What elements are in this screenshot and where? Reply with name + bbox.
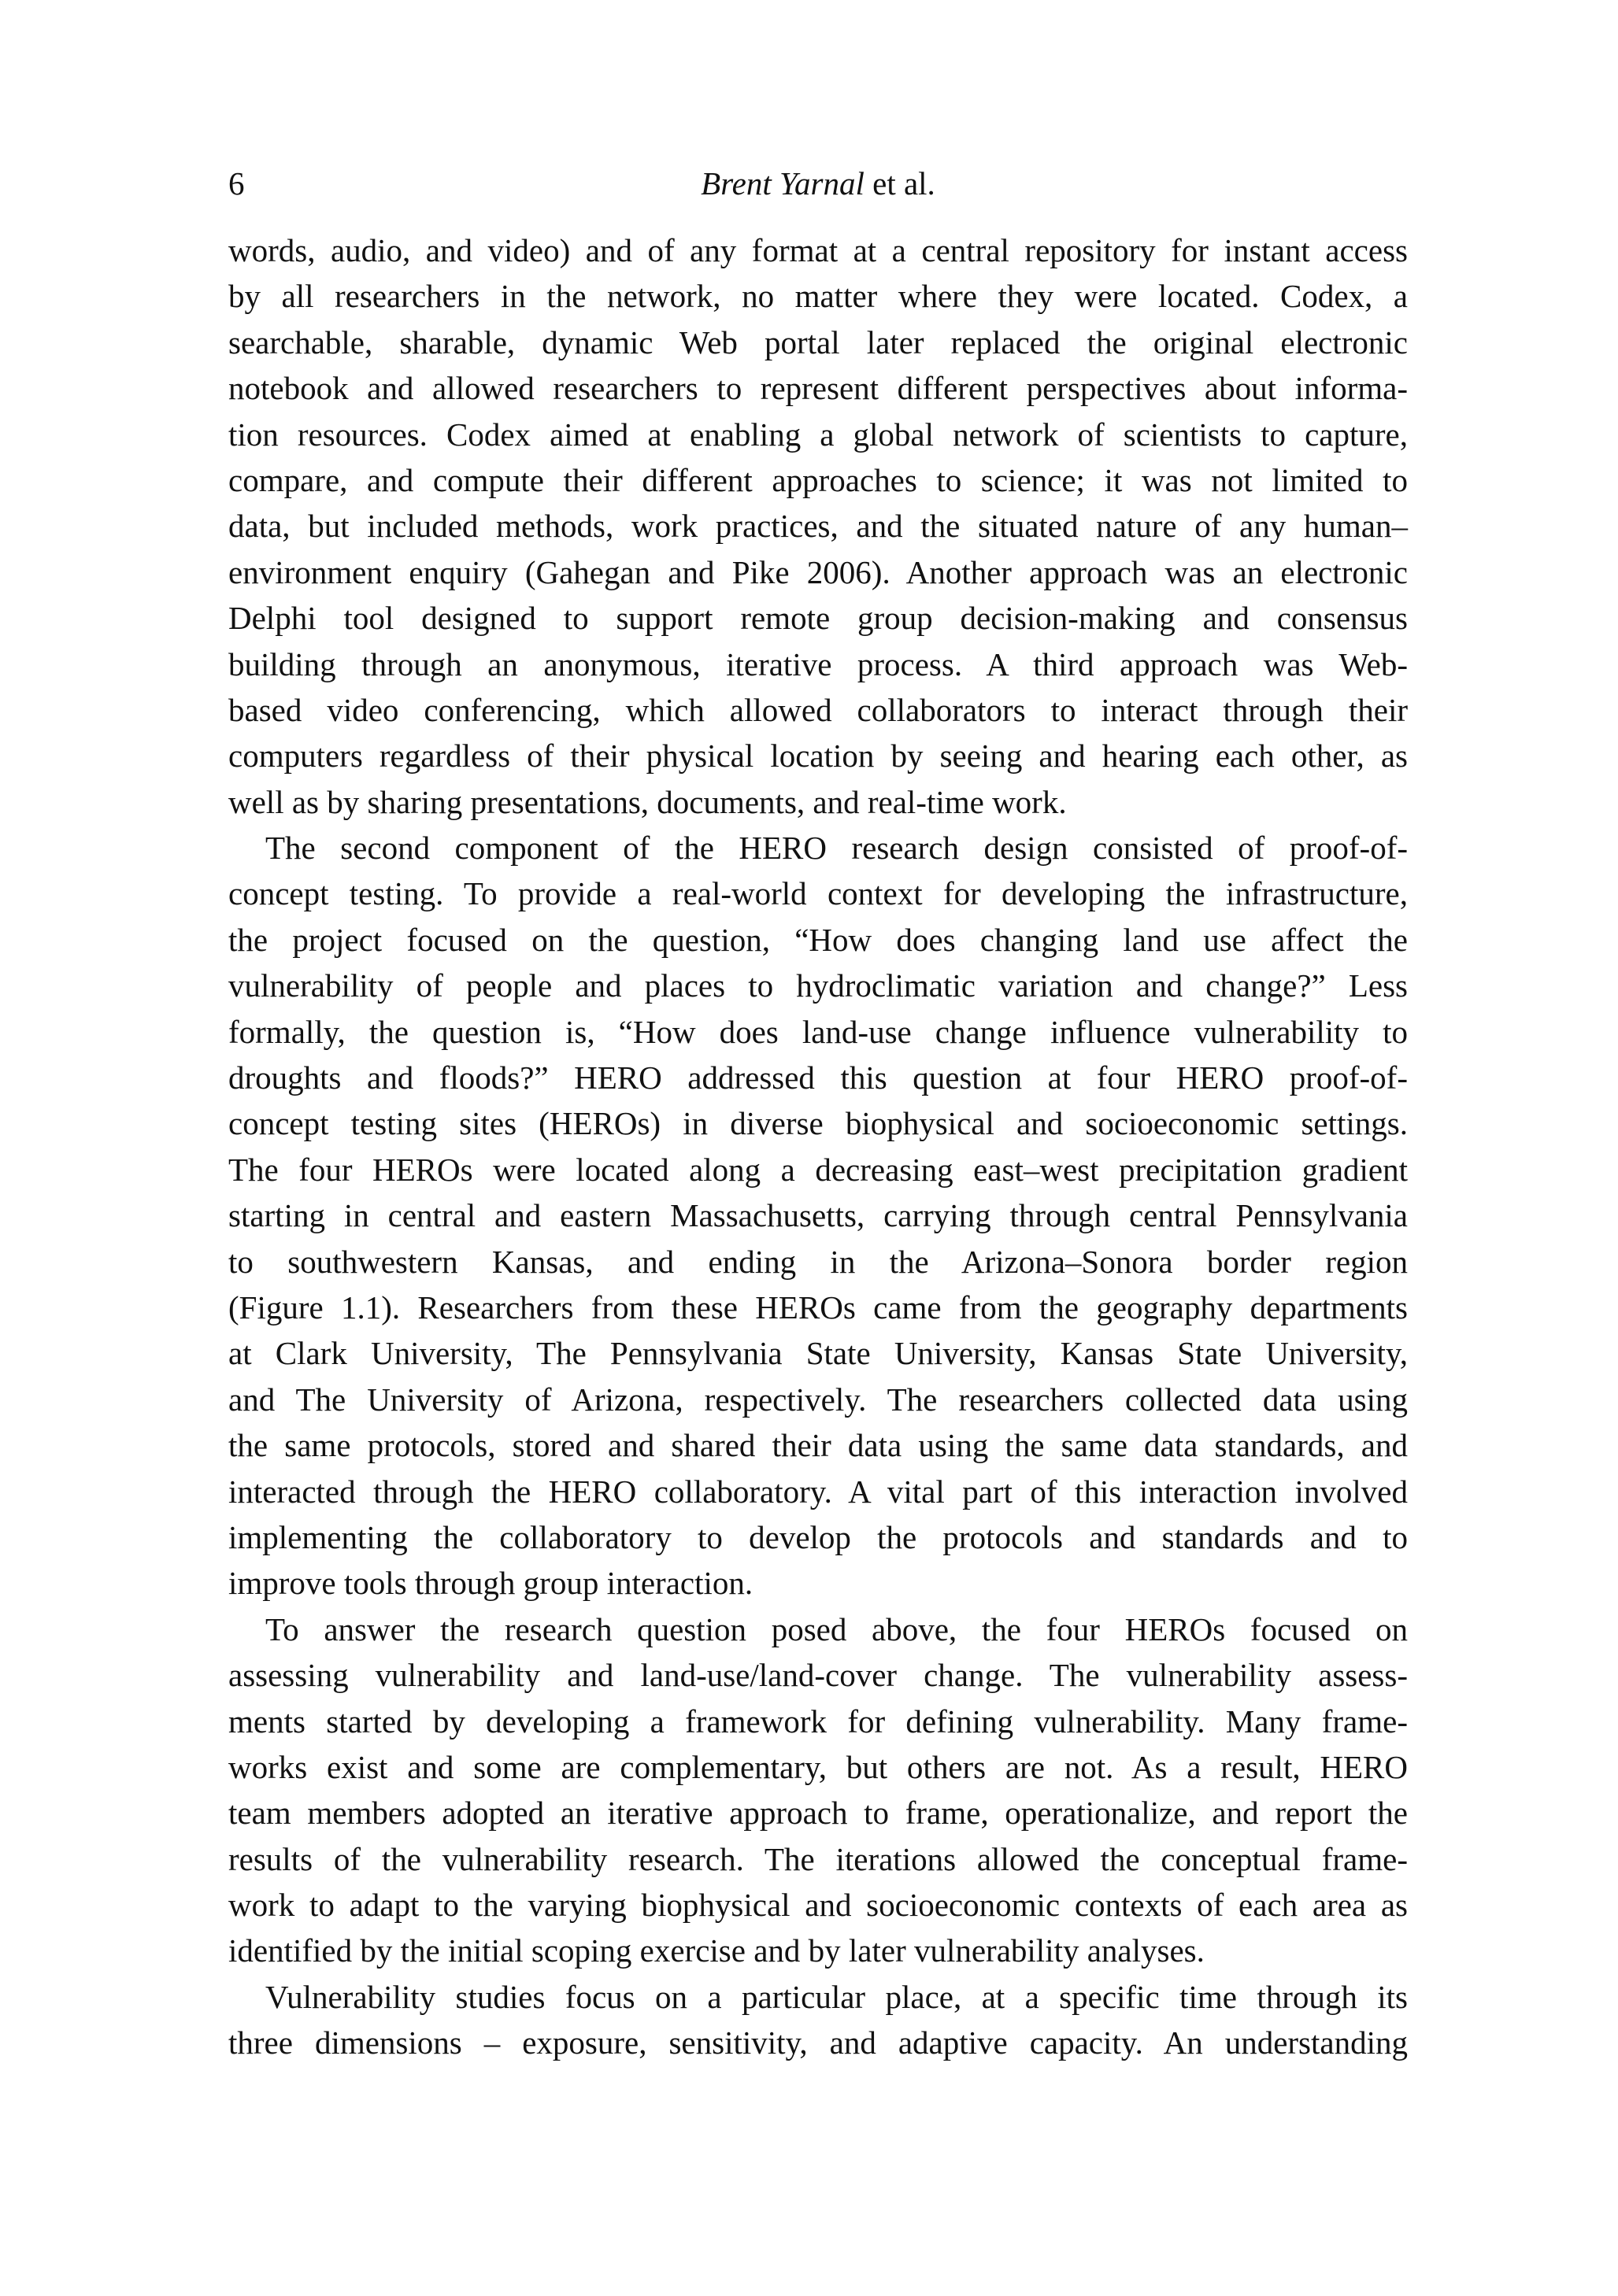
text-line: Vulnerability studies focus on a particular place, at a specific time through its (265, 1978, 1408, 2015)
text-line: at Clark University, The Pennsylvania State University, Kansas State University, (228, 1335, 1408, 1372)
text-line: tion resources. Codex aimed at enabling a global network of scientists to capture, (228, 416, 1408, 453)
text-line: concept testing. To provide a real-world context for developing the infrastructure, (228, 875, 1408, 912)
text-line: improve tools through group interaction. (228, 1565, 753, 1602)
text-line: compare, and compute their different approaches to science; it was not limited to (228, 461, 1408, 498)
text-line: works exist and some are complementary, but others are not. As a result, HERO (228, 1748, 1408, 1785)
text-line: work to adapt to the varying biophysical and socioeconomic contexts of each area as (228, 1887, 1408, 1924)
text-line: assessing vulnerability and land-use/land-cover change. The vulnerability assess- (228, 1657, 1408, 1694)
text-line: to southwestern Kansas, and ending in the Arizona–Sonora border region (228, 1243, 1408, 1280)
text-line: the same protocols, stored and shared their data using the same data standards, and (228, 1427, 1408, 1464)
text-line: building through an anonymous, iterative process. A third approach was Web- (228, 645, 1408, 682)
text-line: notebook and allowed researchers to represent different perspectives about informa- (228, 370, 1408, 407)
running-head-suffix: et al. (864, 165, 935, 202)
text-line: implementing the collaboratory to develop the protocols and standards and to (228, 1518, 1408, 1555)
page-number: 6 (228, 165, 245, 202)
text-line: The second component of the HERO research design consisted of proof-of- (265, 830, 1408, 867)
text-line: and The University of Arizona, respectively. The researchers collected data using (228, 1381, 1408, 1418)
text-line: Delphi tool designed to support remote group decision-making and consensus (228, 600, 1408, 637)
text-line: results of the vulnerability research. The iterations allowed the conceptual frame- (228, 1840, 1408, 1877)
text-line: computers regardless of their physical location by seeing and hearing each other, as (228, 738, 1408, 775)
body-text (228, 227, 1408, 2066)
text-line: vulnerability of people and places to hydroclimatic variation and change?” Less (228, 967, 1408, 1004)
text-line: (Figure 1.1). Researchers from these HEROs came from the geography departments (228, 1288, 1408, 1325)
text-line: starting in central and eastern Massachusetts, carrying through central Pennsylvania (228, 1197, 1408, 1234)
text-line: droughts and floods?” HERO addressed this question at four HERO proof-of- (228, 1059, 1408, 1096)
text-line: searchable, sharable, dynamic Web portal later replaced the original electronic (228, 324, 1408, 360)
text-line: data, but included methods, work practices, and the situated nature of any human– (228, 508, 1408, 545)
running-header (228, 161, 1408, 206)
text-line: concept testing sites (HEROs) in diverse biophysical and socioeconomic settings. (228, 1105, 1408, 1142)
text-line: words, audio, and video) and of any format at a central repository for instant access (228, 232, 1408, 268)
text-line: by all researchers in the network, no matter where they were located. Codex, a (228, 278, 1408, 315)
text-line: To answer the research question posed above, the four HEROs focused on (265, 1610, 1408, 1647)
text-line: interacted through the HERO collaboratory. A vital part of this interaction involved (228, 1473, 1408, 1510)
text-line: The four HEROs were located along a decreasing east–west precipitation gradient (228, 1151, 1408, 1188)
text-line: ments started by developing a framework for defining vulnerability. Many frame- (228, 1703, 1408, 1740)
paragraph (228, 1606, 1408, 1974)
running-head-author: Brent Yarnal (701, 165, 865, 202)
text-line: formally, the question is, “How does land-use change influence vulnerability to (228, 1013, 1408, 1050)
running-head (228, 161, 1408, 206)
paragraph (228, 1974, 1408, 2066)
text-line: well as by sharing presentations, documents, and real-time work. (228, 783, 1067, 820)
text-line: environment enquiry (Gahegan and Pike 2006). Another approach was an electronic (228, 553, 1408, 590)
text-line: team members adopted an iterative approach to frame, operationalize, and report the (228, 1795, 1408, 1832)
paragraph (228, 825, 1408, 1606)
text-line: based video conferencing, which allowed collaborators to interact through their (228, 691, 1408, 728)
paragraph (228, 227, 1408, 825)
text-line: the project focused on the question, “How does changing land use affect the (228, 921, 1408, 958)
text-line: identified by the initial scoping exercise and by later vulnerability analyses. (228, 1932, 1205, 1969)
text-line: three dimensions – exposure, sensitivity, and adaptive capacity. An understanding (228, 2024, 1408, 2061)
